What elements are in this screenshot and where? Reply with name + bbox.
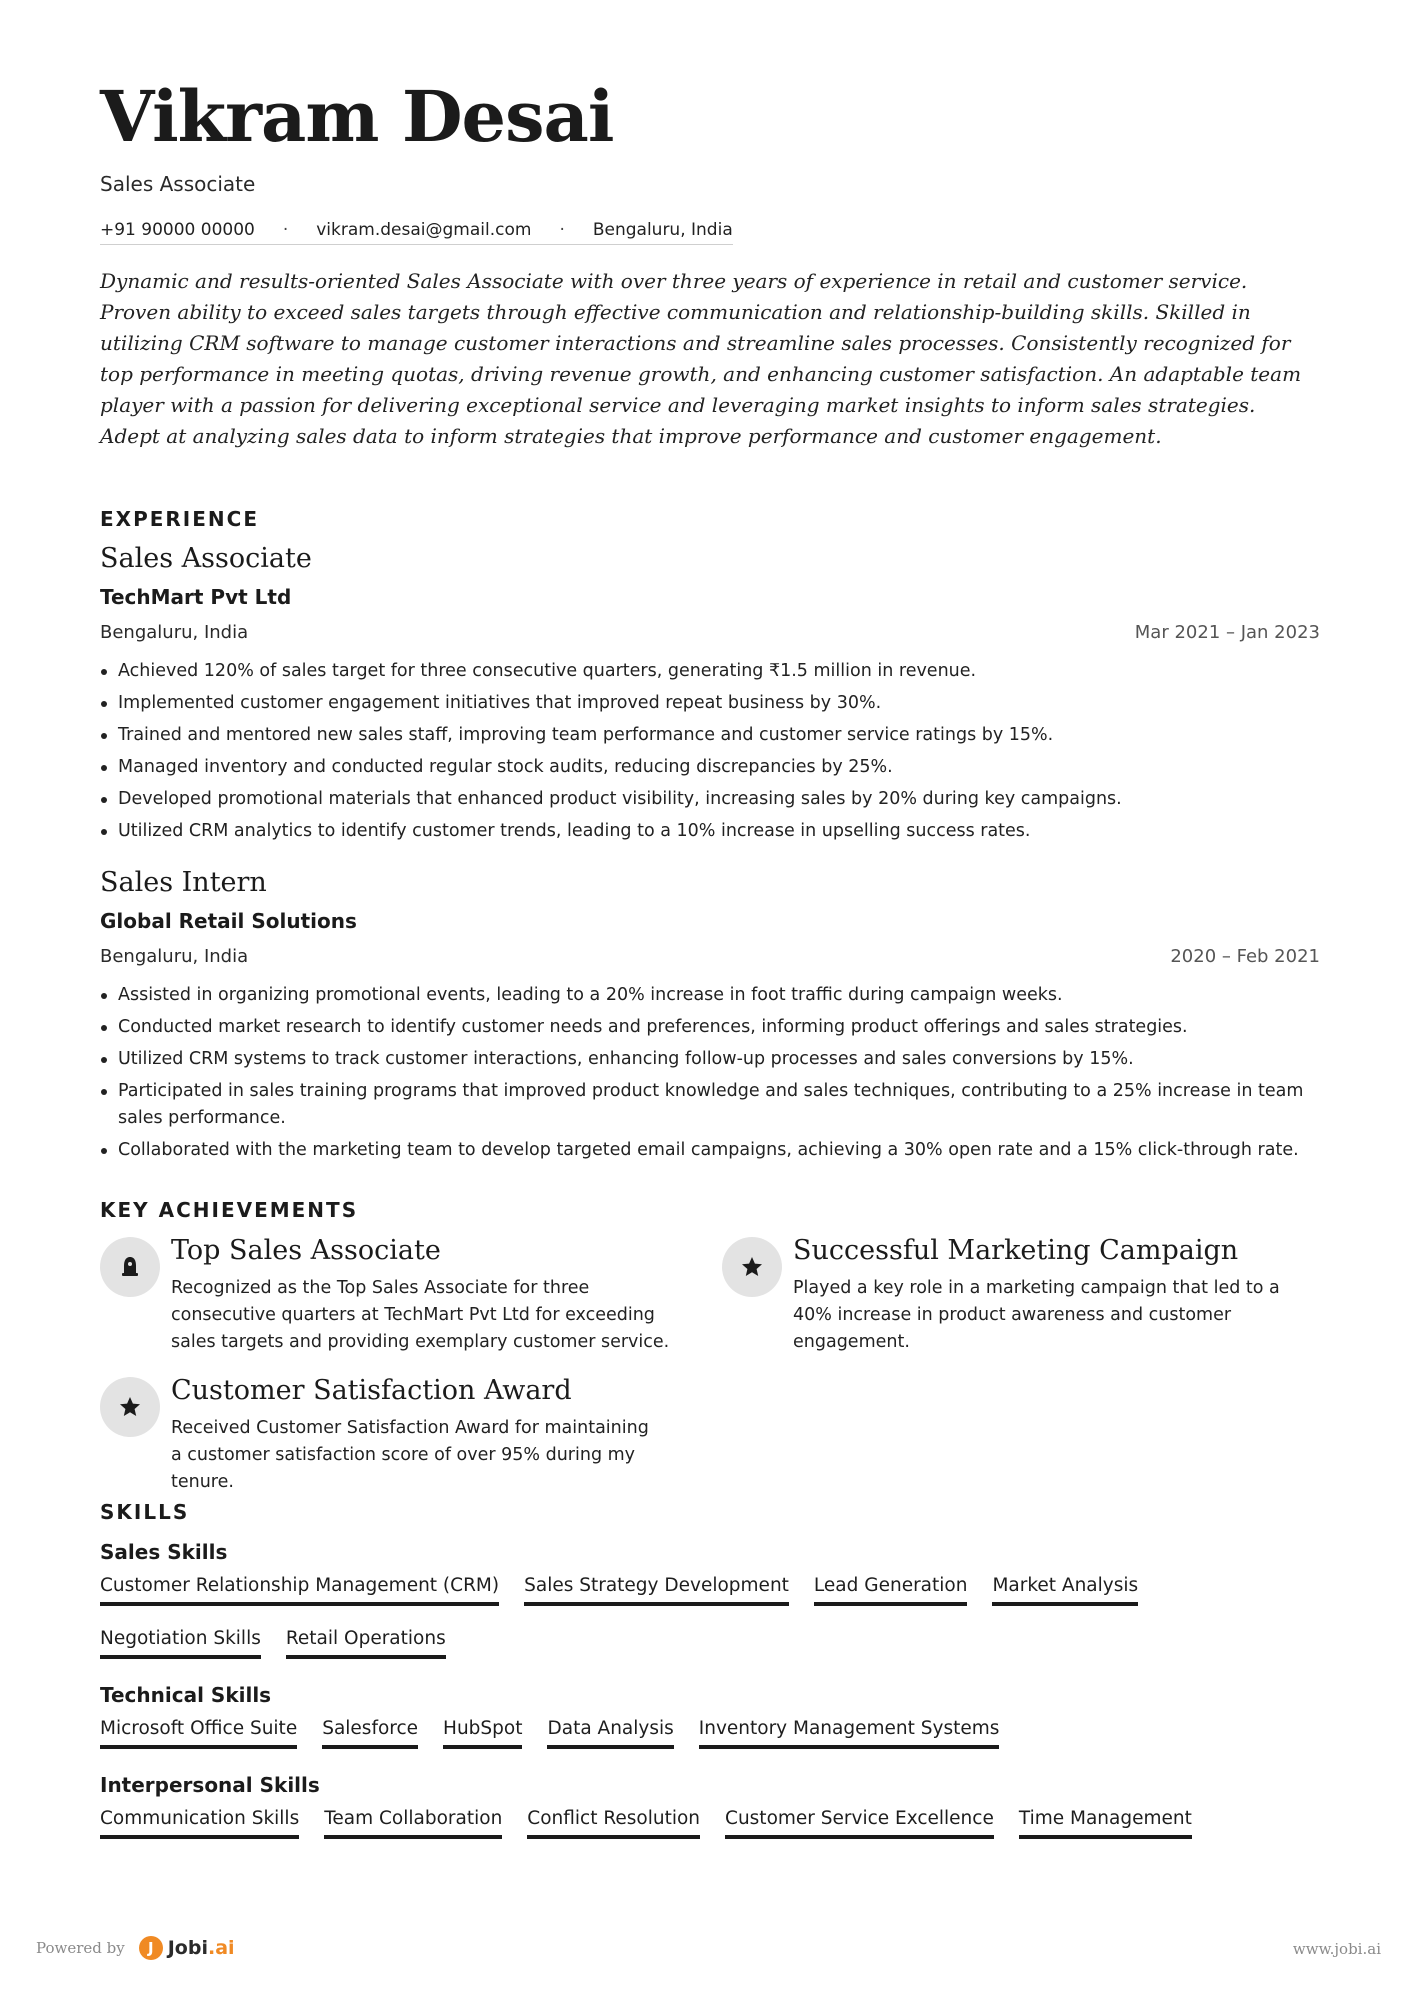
- contact-separator: ·: [282, 220, 289, 240]
- contact-bar: [100, 220, 733, 245]
- skill-tag: Customer Service Excellence: [725, 1808, 994, 1839]
- list-item: Conducted market research to identify customer needs and preferences, informing product offerings and sales strategies.: [100, 1011, 1320, 1043]
- job-location: Bengaluru, India: [100, 946, 249, 967]
- job-title: Sales Associate: [100, 543, 312, 574]
- professional-summary: Dynamic and results-oriented Sales Associate with over three years of experience in retail and customer service. Proven ability to exceed sales targets through effective communication and relationship-building skills. Skilled in utilizing CRM software to manage customer interactions and streamline sales processes. Consistently recognized for top performance in meeting quotas, driving revenue growth, and enhancing customer satisfaction. An adaptable team player with a passion for delivering exceptional service and leveraging market insights to inform sales strategies. Adept at analyzing sales data to inform strategies that improve performance and customer engagement.: [100, 269, 1302, 448]
- list-item: Utilized CRM systems to track customer interactions, enhancing follow-up processes and sales conversions by 15%.: [100, 1043, 1320, 1075]
- skill-tag: Microsoft Office Suite: [100, 1718, 297, 1749]
- list-item: Managed inventory and conducted regular stock audits, reducing discrepancies by 25%.: [100, 751, 1320, 783]
- job-title: Sales Intern: [100, 867, 267, 898]
- achievement-description: Received Customer Satisfaction Award for maintaining a customer satisfaction score of over 95% during my tenure.: [171, 1418, 649, 1492]
- list-item: Participated in sales training programs that improved product knowledge and sales techniques, contributing to a 25% increase in team sales performance.: [100, 1075, 1320, 1134]
- logo-suffix: .ai: [207, 1937, 235, 1959]
- job-location: Bengaluru, India: [100, 622, 249, 643]
- contact-separator: ·: [559, 220, 565, 240]
- skill-tag: Communication Skills: [100, 1808, 299, 1839]
- company-name: TechMart Pvt Ltd: [100, 585, 292, 609]
- job-dates: 2020 – Feb 2021: [1170, 946, 1320, 967]
- footer-branding: [36, 1936, 235, 1960]
- achievement-description: Played a key role in a marketing campaign that led to a 40% increase in product awareness and customer engagement.: [793, 1278, 1280, 1352]
- email-address[interactable]: vikram.desai@gmail.com: [316, 220, 532, 240]
- list-item: Achieved 120% of sales target for three consecutive quarters, generating ₹1.5 million in revenue.: [100, 655, 1320, 687]
- skill-tag: Conflict Resolution: [527, 1808, 700, 1839]
- skill-tag: Customer Relationship Management (CRM): [100, 1575, 499, 1606]
- achievements-heading: KEY ACHIEVEMENTS: [100, 1198, 359, 1222]
- skill-tag: Data Analysis: [547, 1718, 673, 1749]
- job-bullets: [100, 655, 1320, 847]
- list-item: Trained and mentored new sales staff, improving team performance and customer service ratings by 15%.: [100, 719, 1320, 751]
- job-dates: Mar 2021 – Jan 2023: [1134, 622, 1320, 643]
- skill-tags: [100, 1808, 1330, 1861]
- skill-tags: [100, 1718, 1330, 1771]
- list-item: Collaborated with the marketing team to develop targeted email campaigns, achieving a 30% open rate and a 15% click-through rate.: [100, 1134, 1320, 1166]
- candidate-title: Sales Associate: [100, 172, 256, 196]
- achievement-title: Customer Satisfaction Award: [171, 1375, 572, 1406]
- star-icon: [100, 1377, 160, 1437]
- list-item: Assisted in organizing promotional events, leading to a 20% increase in foot traffic during campaign weeks.: [100, 979, 1320, 1011]
- skill-tag: Time Management: [1019, 1808, 1192, 1839]
- company-name: Global Retail Solutions: [100, 909, 357, 933]
- skill-group-title: Technical Skills: [100, 1683, 272, 1707]
- achievement-description: Recognized as the Top Sales Associate for three consecutive quarters at TechMart Pvt Ltd for exceeding sales targets and providing exemplary customer service.: [171, 1278, 670, 1352]
- powered-by-label: Powered by: [36, 1939, 125, 1957]
- skill-tag: Sales Strategy Development: [524, 1575, 789, 1606]
- list-item: Implemented customer engagement initiatives that improved repeat business by 30%.: [100, 687, 1320, 719]
- phone-number[interactable]: +91 90000 00000: [100, 220, 255, 240]
- skill-tags: [100, 1575, 1330, 1681]
- job-bullets: [100, 979, 1320, 1166]
- achievement-title: Successful Marketing Campaign: [793, 1235, 1239, 1266]
- skill-tag: Negotiation Skills: [100, 1628, 261, 1659]
- location: Bengaluru, India: [592, 220, 733, 240]
- skills-heading: SKILLS: [100, 1500, 190, 1524]
- jobi-logo[interactable]: [168, 1937, 235, 1959]
- skill-tag: Inventory Management Systems: [699, 1718, 1000, 1749]
- skill-tag: Market Analysis: [992, 1575, 1138, 1606]
- list-item: Developed promotional materials that enhanced product visibility, increasing sales by 20% during key campaigns.: [100, 783, 1320, 815]
- skill-tag: Lead Generation: [814, 1575, 968, 1606]
- trophy-icon: [100, 1237, 160, 1297]
- skill-tag: Salesforce: [322, 1718, 418, 1749]
- skill-group-title: Interpersonal Skills: [100, 1773, 320, 1797]
- skill-group-title: Sales Skills: [100, 1540, 228, 1564]
- experience-heading: EXPERIENCE: [100, 507, 259, 531]
- jobi-logo-icon: J: [139, 1936, 163, 1960]
- candidate-name: Vikram Desai: [100, 75, 614, 158]
- logo-name: Jobi: [167, 1937, 208, 1959]
- skill-tag: Retail Operations: [286, 1628, 446, 1659]
- website-link[interactable]: www.jobi.ai: [1292, 1940, 1381, 1958]
- achievement-title: Top Sales Associate: [171, 1235, 441, 1266]
- skill-tag: Team Collaboration: [324, 1808, 502, 1839]
- list-item: Utilized CRM analytics to identify customer trends, leading to a 10% increase in upselling success rates.: [100, 815, 1320, 847]
- skill-tag: HubSpot: [443, 1718, 522, 1749]
- star-icon: [722, 1237, 782, 1297]
